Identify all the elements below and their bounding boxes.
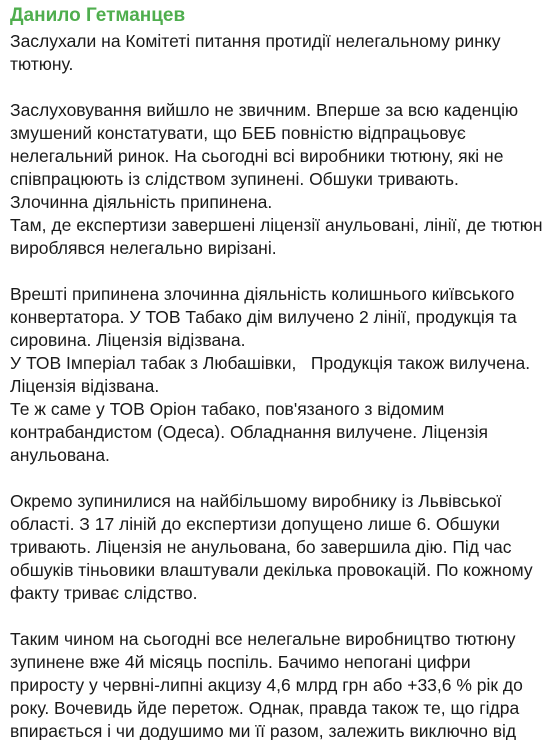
author-name[interactable]: Данило Гетманцев xyxy=(10,5,186,26)
text-line: Заслуховування вийшло не звичним. Вперше за всю каденцію xyxy=(10,100,519,120)
text-line: області. З 17 ліній до експертизи допущено лише 6. Обшуки xyxy=(10,514,500,534)
text-line: зупинене вже 4й місяць поспіль. Бачимо непогані цифри xyxy=(10,652,471,672)
text-line: приросту у червні-липні акцизу 4,6 млрд грн або +33,6 % рік до xyxy=(10,675,523,695)
text-line: року. Вочевидь йде перетож. Однак, правда також те, що гідра xyxy=(10,698,520,718)
text-line: Те ж саме у ТОВ Оріон табако, пов'язаного з відомим xyxy=(10,399,445,419)
text-line: У ТОВ Імперіал табак з Любашівки, Продукція також вилучена. xyxy=(10,353,531,373)
text-line: тривають. Ліцензія не анульована, бо завершила дію. Під час xyxy=(10,537,512,557)
text-line: співпрацюють із слідством зупинені. Обшуки тривають. xyxy=(10,169,459,189)
message-paragraph-3 xyxy=(10,283,548,467)
text-line: Злочинна діяльність припинена. xyxy=(10,192,273,212)
text-line: вироблявся нелегально вирізані. xyxy=(10,238,277,258)
text-line: конвертатора. У ТОВ Табако дім вилучено 2 лінії, продукція та xyxy=(10,307,517,327)
text-line: Таким чином на сьогодні все нелегальне виробництво тютюну xyxy=(10,629,516,649)
text-line: нелегальний ринок. На сьогодні всі виробники тютюну, які не xyxy=(10,146,504,166)
text-line: анульована. xyxy=(10,445,110,465)
text-line: змушений констатувати, що БЕБ повністю відпрацьовує xyxy=(10,123,466,143)
text-line: Там, де експертизи завершені ліцензії анульовані, лінії, де тютюн xyxy=(10,215,543,235)
message-paragraph-1 xyxy=(10,30,548,76)
text-line: Ліцензія відізвана. xyxy=(10,376,160,396)
text-line: Окремо зупинилися на найбільшому виробнику із Львівської xyxy=(10,491,502,511)
message-paragraph-2 xyxy=(10,99,548,260)
message-paragraph-5 xyxy=(10,628,548,740)
text-line: факту триває слідство. xyxy=(10,583,198,603)
message-paragraph-4 xyxy=(10,490,548,605)
text-line: тютюну. xyxy=(10,54,74,74)
text-line: сировина. Ліцензія відізвана. xyxy=(10,330,246,350)
text-line: Врешті припинена злочинна діяльність колишнього київського xyxy=(10,284,515,304)
text-line: обшуків тіньовики влаштували декілька провокацій. По кожному xyxy=(10,560,533,580)
text-line: впирається і чи додушимо ми її разом, залежить виключно від xyxy=(10,721,517,740)
text-line: контрабандистом (Одеса). Обладнання вилучене. Ліцензія xyxy=(10,422,489,442)
text-line: Заслухали на Комітеті питання протидії нелегальному ринку xyxy=(10,31,501,51)
